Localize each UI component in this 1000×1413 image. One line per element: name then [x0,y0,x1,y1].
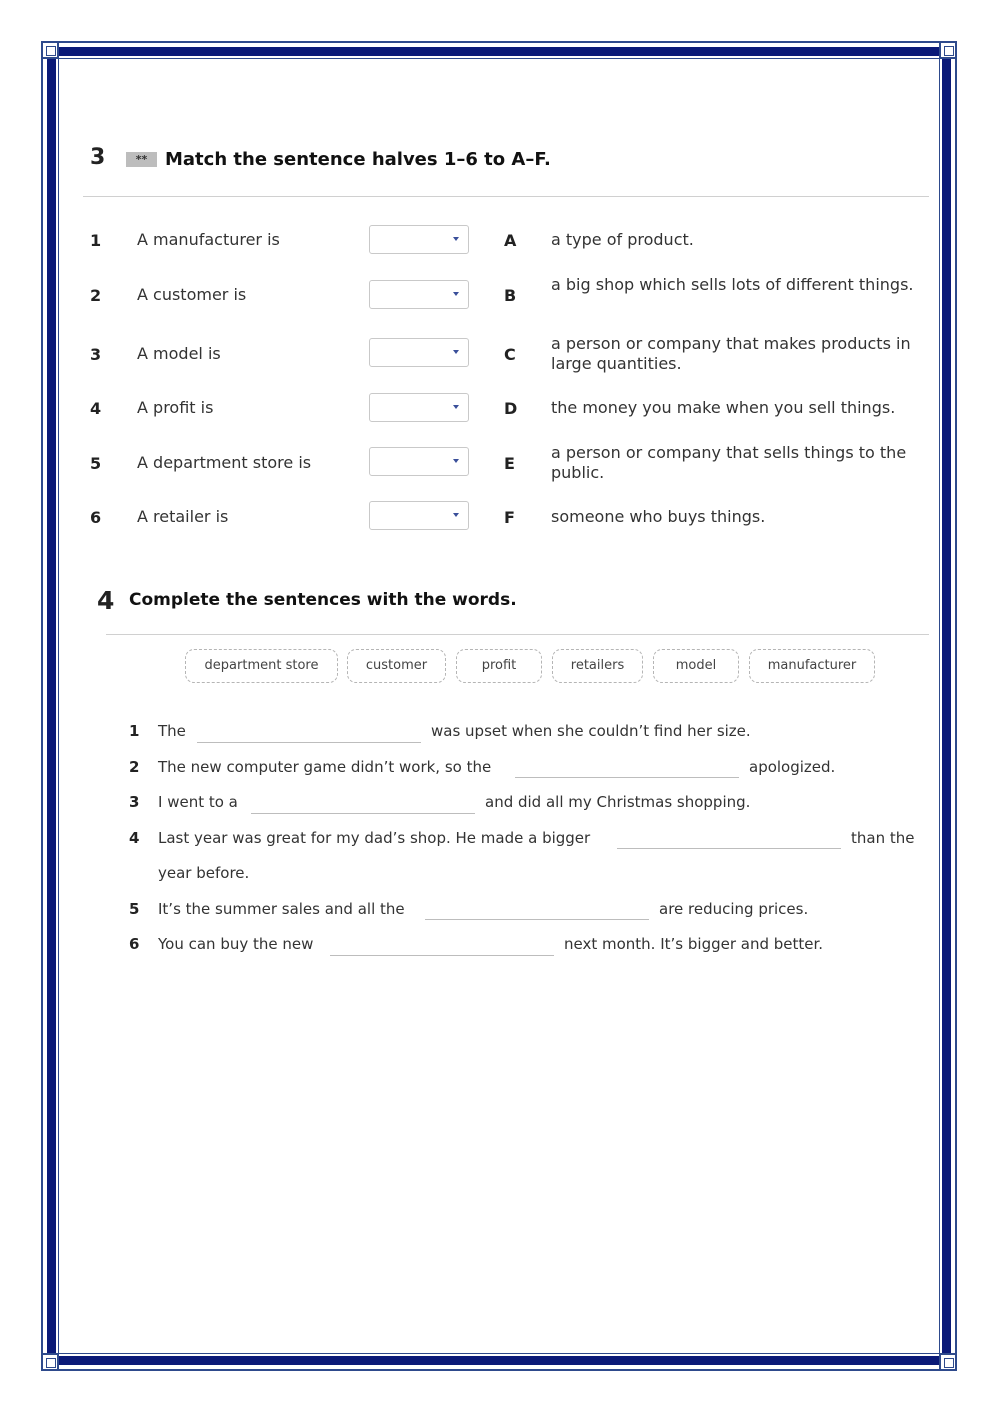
option-letter: D [504,399,518,418]
word-chip-profit[interactable]: profit [456,649,542,683]
answer-blank-4[interactable] [617,848,841,849]
word-chip-manufacturer[interactable]: manufacturer [749,649,875,683]
sentence-text: You can buy the new [158,935,314,953]
exercise-3-number: 3 [90,145,106,170]
item-number: 6 [90,508,102,527]
border-corner-ornament [41,41,59,59]
sentence-half: A department store is [137,453,312,472]
answer-dropdown-4[interactable] [369,393,469,422]
option-letter: B [504,286,517,305]
divider [83,196,929,197]
answer-dropdown-2[interactable] [369,280,469,309]
answer-blank-5[interactable] [425,919,649,920]
sentence-text: The [158,722,186,740]
divider [106,634,929,635]
sentence-text: and did all my Christmas shopping. [485,793,751,811]
item-number: 4 [90,399,102,418]
sentence-number: 4 [129,829,140,847]
option-letter: F [504,508,515,527]
page-border-inner [58,58,940,1354]
answer-dropdown-5[interactable] [369,447,469,476]
word-chip-department-store[interactable]: department store [185,649,338,683]
answer-blank-3[interactable] [251,813,475,814]
chevron-down-icon [453,459,459,463]
border-corner-ornament [939,1353,957,1371]
option-definition: a person or company that sells things to the public. [551,443,907,482]
border-corner-ornament [939,41,957,59]
option-letter: E [504,454,515,473]
chevron-down-icon [453,350,459,354]
chevron-down-icon [453,513,459,517]
sentence-half: A model is [137,344,221,363]
sentence-number: 5 [129,900,140,918]
chevron-down-icon [453,237,459,241]
sentence-text: than the [851,829,915,847]
sentence-text: are reducing prices. [659,900,809,918]
sentence-text: The new computer game didn’t work, so the [158,758,492,776]
sentence-text: Last year was great for my dad’s shop. He made a bigger [158,829,591,847]
sentence-number: 2 [129,758,140,776]
chevron-down-icon [453,292,459,296]
option-definition: the money you make when you sell things. [551,398,896,417]
item-number: 1 [90,231,102,250]
exercise-4-number: 4 [97,586,115,615]
answer-blank-1[interactable] [197,742,421,743]
sentence-text: was upset when she couldn’t find her size. [431,722,751,740]
chevron-down-icon [453,405,459,409]
sentence-text: next month. It’s bigger and better. [564,935,824,953]
sentence-number: 1 [129,722,140,740]
word-chip-customer[interactable]: customer [347,649,446,683]
border-corner-ornament [41,1353,59,1371]
answer-dropdown-1[interactable] [369,225,469,254]
option-definition: a type of product. [551,230,694,249]
exercise-3-title: Match the sentence halves 1–6 to A–F. [165,149,551,170]
answer-blank-6[interactable] [330,955,554,956]
option-letter: C [504,345,516,364]
sentence-half: A customer is [137,285,247,304]
item-number: 3 [90,345,102,364]
sentence-half: A profit is [137,398,214,417]
option-letter: A [504,231,517,250]
difficulty-badge: ** [126,152,157,167]
sentence-text: apologized. [749,758,836,776]
item-number: 2 [90,286,102,305]
sentence-text: year before. [158,864,250,882]
answer-dropdown-3[interactable] [369,338,469,367]
sentence-number: 6 [129,935,140,953]
option-definition: a big shop which sells lots of different things. [551,275,914,294]
option-definition: someone who buys things. [551,507,766,526]
sentence-half: A retailer is [137,507,229,526]
sentence-number: 3 [129,793,140,811]
option-definition: a person or company that makes products in large quantities. [551,334,911,373]
sentence-text: I went to a [158,793,238,811]
word-chip-retailers[interactable]: retailers [552,649,643,683]
exercise-4-title: Complete the sentences with the words. [129,590,517,610]
word-chip-model[interactable]: model [653,649,739,683]
sentence-text: It’s the summer sales and all the [158,900,405,918]
answer-blank-2[interactable] [515,777,739,778]
item-number: 5 [90,454,102,473]
sentence-half: A manufacturer is [137,230,280,249]
answer-dropdown-6[interactable] [369,501,469,530]
